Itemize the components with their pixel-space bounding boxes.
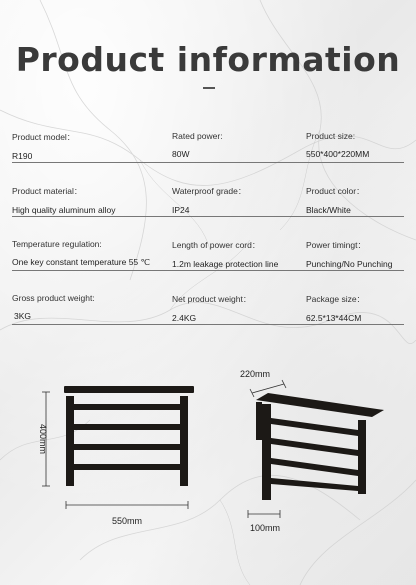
spec-label: Net product weight：: [172, 294, 252, 304]
spec-gross-weight: [12, 293, 95, 321]
rack-side-view: [256, 393, 384, 500]
spec-label: Power timingt：: [306, 240, 366, 250]
spec-label: Package size：: [306, 294, 366, 304]
spec-label: Product material：: [12, 186, 83, 196]
spec-net-weight: [172, 293, 251, 323]
spec-label: Product size:: [306, 131, 356, 141]
spec-value: 2.4KG: [172, 313, 197, 323]
depth-label: 220mm: [239, 369, 271, 379]
spec-value: IP24: [172, 205, 190, 215]
spec-temperature-regulation: [12, 239, 150, 268]
spec-power-cord-length: [172, 239, 278, 269]
row-divider: [12, 324, 404, 325]
bottom-depth-dimension-line: [248, 510, 280, 518]
spec-label: Product color：: [306, 186, 365, 196]
spec-row-2: [12, 185, 404, 217]
spec-value: 1.2m leakage protection line: [172, 259, 279, 269]
spec-rated-power: [172, 131, 223, 159]
spec-product-material: [12, 185, 115, 215]
spec-product-model: [12, 131, 75, 161]
spec-label: Rated power:: [172, 131, 223, 141]
spec-package-size: [306, 293, 365, 323]
width-dimension-line: [66, 501, 188, 509]
width-label: 550mm: [111, 516, 143, 526]
dimension-diagram: [0, 360, 416, 560]
row-divider: [12, 216, 404, 217]
row-divider: [12, 162, 404, 163]
spec-product-size: [306, 131, 369, 159]
spec-product-color: [306, 185, 365, 215]
spec-power-timing: [306, 239, 392, 269]
spec-row-1: [12, 131, 404, 163]
spec-label: Product model：: [12, 132, 76, 142]
spec-value: Punching/No Punching: [306, 259, 393, 269]
spec-value: Black/White: [306, 205, 351, 215]
spec-label: Waterproof grade：: [172, 186, 247, 196]
spec-value: 80W: [172, 149, 190, 159]
spec-label: Length of power cord：: [172, 240, 261, 250]
spec-value: R190: [12, 151, 33, 161]
page-title: Product information: [15, 40, 401, 79]
rack-front-view: [64, 386, 194, 486]
spec-value: One key constant temperature 55 ℃: [12, 257, 151, 267]
height-label: 400mm: [38, 423, 48, 455]
spec-label: Gross product weight:: [12, 293, 95, 303]
spec-waterproof-grade: [172, 185, 246, 215]
row-divider: [12, 270, 404, 271]
spec-label: Temperature regulation:: [12, 239, 102, 249]
spec-row-4: [12, 293, 404, 325]
spec-value: High quality aluminum alloy: [12, 205, 116, 215]
spec-row-3: [12, 239, 404, 271]
bottom-depth-label: 100mm: [249, 523, 281, 533]
title-underline: [203, 87, 215, 89]
spec-value: 62.5*13*44CM: [306, 313, 362, 323]
spec-value: 550*400*220MM: [306, 149, 370, 159]
spec-value: 3KG: [14, 311, 32, 321]
